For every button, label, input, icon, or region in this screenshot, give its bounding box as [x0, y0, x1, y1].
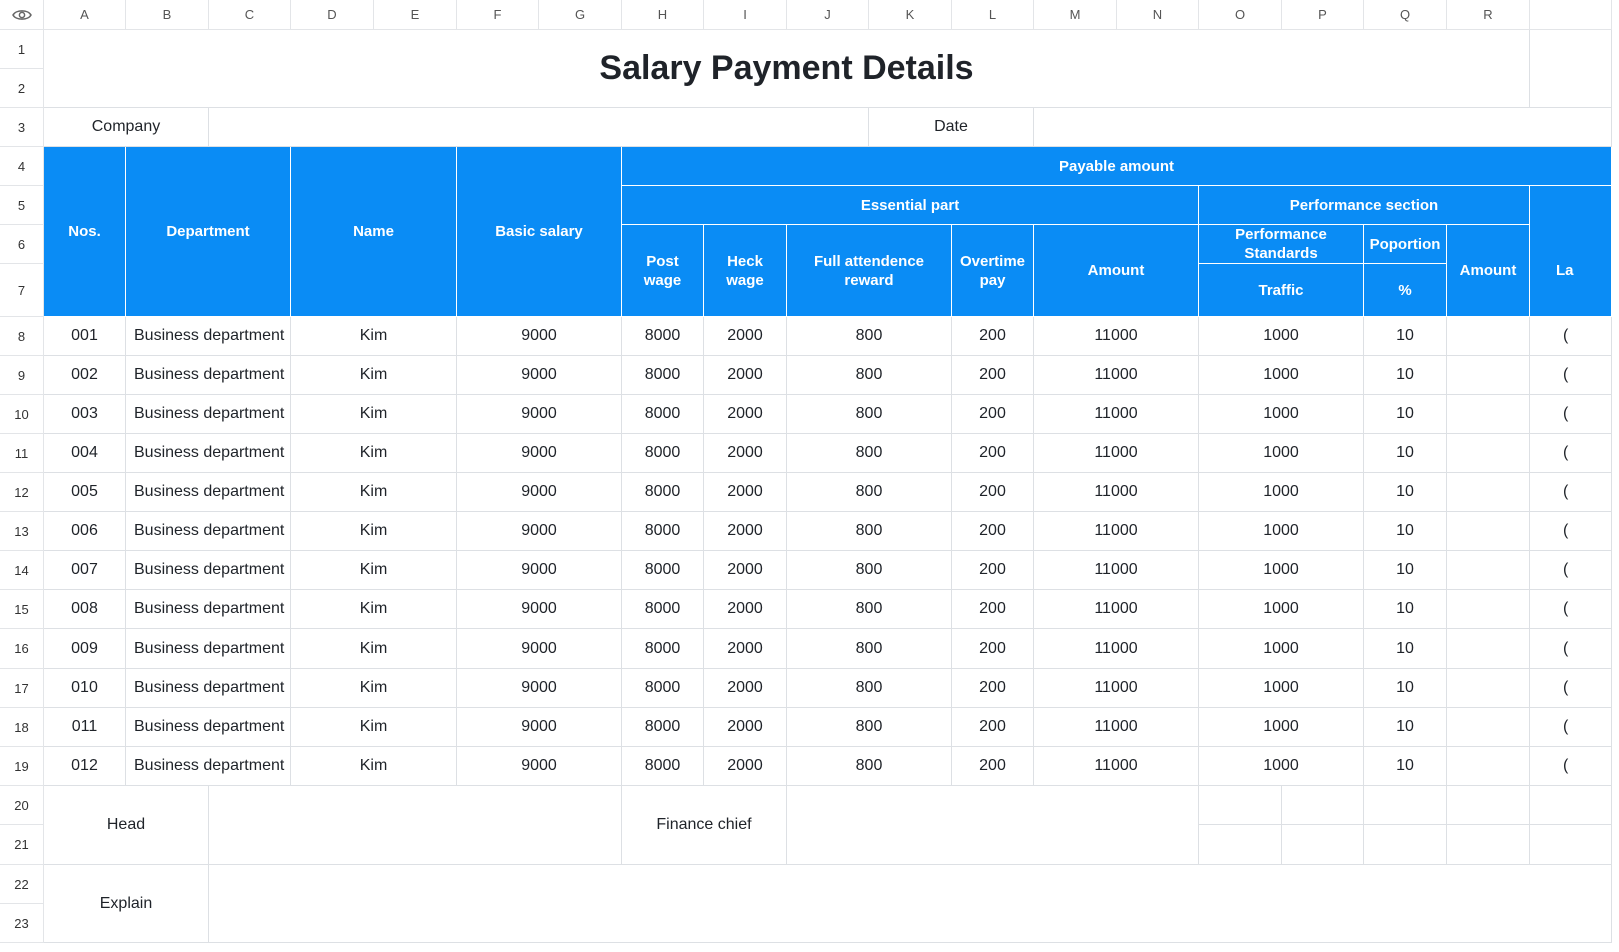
cell-heck-wage[interactable]: 2000	[704, 473, 787, 512]
sheet-title: Salary Payment Details	[44, 30, 1530, 108]
column-header[interactable]: C	[209, 0, 291, 30]
row-header[interactable]: 20	[0, 786, 44, 825]
cell-basic-salary[interactable]: 9000	[457, 669, 622, 708]
cell-name[interactable]: Kim	[291, 395, 457, 434]
cell-amount-performance[interactable]	[1447, 669, 1530, 708]
cell-cut-next[interactable]	[1530, 708, 1612, 747]
cell-heck-wage[interactable]: 2000	[704, 512, 787, 551]
empty-cell[interactable]	[1530, 786, 1612, 825]
cell-department[interactable]: Business department	[126, 512, 291, 551]
cell-amount[interactable]: 11000	[1034, 551, 1199, 590]
cell-overtime-pay[interactable]: 200	[952, 512, 1034, 551]
cell-amount-performance[interactable]	[1447, 356, 1530, 395]
cell-overtime-pay[interactable]: 200	[952, 590, 1034, 629]
header-nos: Nos.	[44, 147, 126, 317]
cell-traffic[interactable]: 1000	[1199, 590, 1364, 629]
cell-full-attendence-reward[interactable]: 800	[787, 590, 952, 629]
cell-post-wage[interactable]: 8000	[622, 356, 704, 395]
column-header[interactable]: D	[291, 0, 374, 30]
cell-nos[interactable]: 012	[44, 747, 126, 786]
row-header[interactable]: 12	[0, 473, 44, 512]
cell-post-wage[interactable]: 8000	[622, 395, 704, 434]
cell-traffic[interactable]: 1000	[1199, 747, 1364, 786]
cell-traffic[interactable]: 1000	[1199, 669, 1364, 708]
cell-percent[interactable]: 10	[1364, 395, 1447, 434]
row-header[interactable]: 22	[0, 865, 44, 904]
cell-amount-performance[interactable]	[1447, 590, 1530, 629]
company-value-cell[interactable]	[209, 108, 869, 147]
header-performance-section: Performance section	[1199, 186, 1530, 225]
cell-basic-salary[interactable]: 9000	[457, 629, 622, 669]
cell-name[interactable]: Kim	[291, 551, 457, 590]
cell-amount-performance[interactable]	[1447, 434, 1530, 473]
cell-percent[interactable]: 10	[1364, 434, 1447, 473]
row-header[interactable]: 23	[0, 904, 44, 943]
cell-percent[interactable]: 10	[1364, 590, 1447, 629]
cell-full-attendence-reward[interactable]: 800	[787, 473, 952, 512]
cell-heck-wage[interactable]: 2000	[704, 317, 787, 356]
cell-cut-next-glyph: (	[1563, 483, 1569, 500]
cell-overtime-pay[interactable]: 200	[952, 747, 1034, 786]
cell-full-attendence-reward[interactable]: 800	[787, 747, 952, 786]
cell-amount[interactable]: 11000	[1034, 473, 1199, 512]
cell-cut-next-glyph: (	[1563, 405, 1569, 422]
cell-amount-performance[interactable]	[1447, 747, 1530, 786]
cell-nos[interactable]: 010	[44, 669, 126, 708]
cell-overtime-pay[interactable]: 200	[952, 473, 1034, 512]
row-header[interactable]: 8	[0, 317, 44, 356]
cell-cut-next[interactable]	[1530, 434, 1612, 473]
row-header[interactable]: 9	[0, 356, 44, 395]
header-cut-next	[1530, 225, 1612, 317]
cell-post-wage[interactable]: 8000	[622, 590, 704, 629]
cell-full-attendence-reward[interactable]: 800	[787, 395, 952, 434]
cell-name[interactable]: Kim	[291, 590, 457, 629]
cell-department[interactable]: Business department	[126, 708, 291, 747]
cell-nos[interactable]: 006	[44, 512, 126, 551]
cell-overtime-pay[interactable]: 200	[952, 434, 1034, 473]
row-header[interactable]: 21	[0, 825, 44, 865]
column-header[interactable]: A	[44, 0, 126, 30]
column-header[interactable]: G	[539, 0, 622, 30]
cell-amount[interactable]: 11000	[1034, 590, 1199, 629]
cell-full-attendence-reward[interactable]: 800	[787, 434, 952, 473]
column-header-blank[interactable]	[1530, 0, 1612, 30]
cell-post-wage[interactable]: 8000	[622, 317, 704, 356]
cell-amount[interactable]: 11000	[1034, 708, 1199, 747]
cell-department[interactable]: Business department	[126, 317, 291, 356]
row-header[interactable]: 10	[0, 395, 44, 434]
empty-cell[interactable]	[1364, 786, 1447, 825]
row-header[interactable]: 19	[0, 747, 44, 786]
cell-amount-performance[interactable]	[1447, 395, 1530, 434]
cell-department[interactable]: Business department	[126, 590, 291, 629]
cell-amount[interactable]: 11000	[1034, 669, 1199, 708]
column-header[interactable]: Q	[1364, 0, 1447, 30]
cell-traffic[interactable]: 1000	[1199, 356, 1364, 395]
cell-cut-next[interactable]	[1530, 317, 1612, 356]
date-label: Date	[869, 108, 1034, 147]
cell-department[interactable]: Business department	[126, 473, 291, 512]
cell-cut-next-glyph: (	[1563, 757, 1569, 774]
column-header[interactable]: I	[704, 0, 787, 30]
cell-cut-next-glyph: (	[1563, 366, 1569, 383]
cell-name[interactable]: Kim	[291, 434, 457, 473]
cell-overtime-pay[interactable]: 200	[952, 395, 1034, 434]
cell-heck-wage[interactable]: 2000	[704, 434, 787, 473]
header-percent: %	[1364, 264, 1447, 317]
cell-amount-performance[interactable]	[1447, 473, 1530, 512]
cell-heck-wage[interactable]: 2000	[704, 747, 787, 786]
header-payable-amount: Payable amount	[622, 147, 1612, 186]
empty-cell[interactable]	[1364, 825, 1447, 865]
cell-heck-wage[interactable]: 2000	[704, 395, 787, 434]
header-overtime-pay: Overtime pay	[952, 225, 1034, 317]
row-header[interactable]: 6	[0, 225, 44, 264]
cell-full-attendence-reward[interactable]: 800	[787, 356, 952, 395]
cell-cut-next[interactable]	[1530, 747, 1612, 786]
cell-post-wage[interactable]: 8000	[622, 512, 704, 551]
select-all-corner[interactable]	[0, 0, 44, 30]
cell-amount[interactable]: 11000	[1034, 317, 1199, 356]
cell-cut-next-glyph: (	[1563, 561, 1569, 578]
column-header[interactable]: B	[126, 0, 209, 30]
cell-name[interactable]: Kim	[291, 747, 457, 786]
cell-nos[interactable]: 011	[44, 708, 126, 747]
cell-overtime-pay[interactable]: 200	[952, 669, 1034, 708]
column-header[interactable]: N	[1117, 0, 1199, 30]
cell-cut-next-glyph: (	[1563, 679, 1569, 696]
cell-amount[interactable]: 11000	[1034, 747, 1199, 786]
cell-basic-salary[interactable]: 9000	[457, 551, 622, 590]
cell-cut-next[interactable]	[1530, 512, 1612, 551]
cell-percent[interactable]: 10	[1364, 669, 1447, 708]
cell-traffic[interactable]: 1000	[1199, 551, 1364, 590]
row-header[interactable]: 18	[0, 708, 44, 747]
cell-basic-salary[interactable]: 9000	[457, 395, 622, 434]
cell-amount-performance[interactable]	[1447, 629, 1530, 669]
row-header[interactable]: 16	[0, 629, 44, 669]
cell-name[interactable]: Kim	[291, 629, 457, 669]
cell-basic-salary[interactable]: 9000	[457, 708, 622, 747]
company-label: Company	[44, 108, 209, 147]
cell-full-attendence-reward[interactable]: 800	[787, 708, 952, 747]
empty-cell[interactable]	[1282, 825, 1364, 865]
cell-cut-next[interactable]	[1530, 629, 1612, 669]
cell-department[interactable]: Business department	[126, 551, 291, 590]
column-header[interactable]: O	[1199, 0, 1282, 30]
cell-traffic[interactable]: 1000	[1199, 512, 1364, 551]
header-basic-salary: Basic salary	[457, 147, 622, 317]
cell-post-wage[interactable]: 8000	[622, 551, 704, 590]
cell-cut-next-glyph: (	[1563, 444, 1569, 461]
row-header[interactable]: 2	[0, 69, 44, 108]
empty-cell[interactable]	[1447, 825, 1530, 865]
row-header[interactable]: 14	[0, 551, 44, 590]
header-cut-next-label: La	[1556, 262, 1574, 279]
row-header[interactable]: 17	[0, 669, 44, 708]
cell-cut-next[interactable]	[1530, 473, 1612, 512]
cell-amount[interactable]: 11000	[1034, 356, 1199, 395]
cell-overtime-pay[interactable]: 200	[952, 708, 1034, 747]
explain-label: Explain	[44, 865, 209, 943]
cell-overtime-pay[interactable]: 200	[952, 356, 1034, 395]
cell-cut-next[interactable]	[1530, 551, 1612, 590]
cell-basic-salary[interactable]: 9000	[457, 512, 622, 551]
cell-nos[interactable]: 003	[44, 395, 126, 434]
cell-nos[interactable]: 007	[44, 551, 126, 590]
cell-full-attendence-reward[interactable]: 800	[787, 512, 952, 551]
cell-amount[interactable]: 11000	[1034, 434, 1199, 473]
cell-cut-next[interactable]	[1530, 395, 1612, 434]
row-header[interactable]: 1	[0, 30, 44, 69]
row-header[interactable]: 4	[0, 147, 44, 186]
row-header[interactable]: 5	[0, 186, 44, 225]
header-poportion: Poportion	[1364, 225, 1447, 264]
cell-name[interactable]: Kim	[291, 512, 457, 551]
cell-full-attendence-reward[interactable]: 800	[787, 669, 952, 708]
cell-amount[interactable]: 11000	[1034, 629, 1199, 669]
cell-amount-performance[interactable]	[1447, 512, 1530, 551]
cell-name[interactable]: Kim	[291, 317, 457, 356]
finance-chief-label: Finance chief	[622, 786, 787, 865]
cell-heck-wage[interactable]: 2000	[704, 669, 787, 708]
cell-heck-wage[interactable]: 2000	[704, 708, 787, 747]
cell-percent[interactable]: 10	[1364, 512, 1447, 551]
cell-traffic[interactable]: 1000	[1199, 317, 1364, 356]
cell-traffic[interactable]: 1000	[1199, 395, 1364, 434]
header-essential-part: Essential part	[622, 186, 1199, 225]
cell-post-wage[interactable]: 8000	[622, 629, 704, 669]
row-header[interactable]: 7	[0, 264, 44, 317]
column-header[interactable]: M	[1034, 0, 1117, 30]
cell-blank	[1530, 30, 1612, 108]
cell-percent[interactable]: 10	[1364, 708, 1447, 747]
cell-amount-performance[interactable]	[1447, 317, 1530, 356]
cell-department[interactable]: Business department	[126, 669, 291, 708]
eye-icon[interactable]	[12, 8, 32, 22]
cell-post-wage[interactable]: 8000	[622, 434, 704, 473]
cell-basic-salary[interactable]: 9000	[457, 317, 622, 356]
cell-percent[interactable]: 10	[1364, 551, 1447, 590]
cell-basic-salary[interactable]: 9000	[457, 747, 622, 786]
cell-post-wage[interactable]: 8000	[622, 747, 704, 786]
cell-department[interactable]: Business department	[126, 747, 291, 786]
cell-nos[interactable]: 005	[44, 473, 126, 512]
column-header[interactable]: E	[374, 0, 457, 30]
header-performance-standards: Performance Standards	[1199, 225, 1364, 264]
cell-amount-performance[interactable]	[1447, 551, 1530, 590]
cell-basic-salary[interactable]: 9000	[457, 473, 622, 512]
cell-nos[interactable]: 004	[44, 434, 126, 473]
cell-cut-next[interactable]	[1530, 356, 1612, 395]
empty-cell[interactable]	[1199, 825, 1282, 865]
row-header[interactable]: 11	[0, 434, 44, 473]
cell-cut-next[interactable]	[1530, 590, 1612, 629]
row-header[interactable]: 13	[0, 512, 44, 551]
head-label: Head	[44, 786, 209, 865]
cell-name[interactable]: Kim	[291, 356, 457, 395]
cell-amount[interactable]: 11000	[1034, 512, 1199, 551]
cell-amount[interactable]: 11000	[1034, 395, 1199, 434]
cell-percent[interactable]: 10	[1364, 747, 1447, 786]
column-header[interactable]: R	[1447, 0, 1530, 30]
cell-amount-performance[interactable]	[1447, 708, 1530, 747]
row-header[interactable]: 3	[0, 108, 44, 147]
cell-name[interactable]: Kim	[291, 708, 457, 747]
cell-department[interactable]: Business department	[126, 356, 291, 395]
cell-cut-next-glyph: (	[1563, 718, 1569, 735]
row-header[interactable]: 15	[0, 590, 44, 629]
cell-full-attendence-reward[interactable]: 800	[787, 629, 952, 669]
cell-post-wage[interactable]: 8000	[622, 473, 704, 512]
column-header[interactable]: P	[1282, 0, 1364, 30]
cell-full-attendence-reward[interactable]: 800	[787, 317, 952, 356]
cell-cut-next-glyph: (	[1563, 522, 1569, 539]
cell-nos[interactable]: 008	[44, 590, 126, 629]
cell-cut-next-glyph: (	[1563, 639, 1569, 657]
empty-cell[interactable]	[1199, 786, 1282, 825]
cell-overtime-pay[interactable]: 200	[952, 317, 1034, 356]
explain-value-cell[interactable]	[209, 865, 1612, 943]
cell-overtime-pay[interactable]: 200	[952, 551, 1034, 590]
cell-traffic[interactable]: 1000	[1199, 473, 1364, 512]
cell-percent[interactable]: 10	[1364, 473, 1447, 512]
head-signature-cell[interactable]	[209, 786, 622, 865]
cell-heck-wage[interactable]: 2000	[704, 356, 787, 395]
cell-heck-wage[interactable]: 2000	[704, 551, 787, 590]
finance-signature-cell[interactable]	[787, 786, 1199, 865]
column-header[interactable]: H	[622, 0, 704, 30]
empty-cell[interactable]	[1447, 786, 1530, 825]
cell-department[interactable]: Business department	[126, 395, 291, 434]
cell-nos[interactable]: 001	[44, 317, 126, 356]
cell-nos[interactable]: 009	[44, 629, 126, 669]
cell-name[interactable]: Kim	[291, 669, 457, 708]
cell-full-attendence-reward[interactable]: 800	[787, 551, 952, 590]
cell-overtime-pay[interactable]: 200	[952, 629, 1034, 669]
column-header[interactable]: F	[457, 0, 539, 30]
header-full-attendence-reward: Full attendence reward	[787, 225, 952, 317]
cell-percent[interactable]: 10	[1364, 317, 1447, 356]
cell-traffic[interactable]: 1000	[1199, 629, 1364, 669]
cell-heck-wage[interactable]: 2000	[704, 590, 787, 629]
cell-traffic[interactable]: 1000	[1199, 434, 1364, 473]
cell-cut-next-glyph: (	[1563, 327, 1569, 344]
cell-department[interactable]: Business department	[126, 434, 291, 473]
cell-heck-wage[interactable]: 2000	[704, 629, 787, 669]
header-amount-performance: Amount	[1447, 225, 1530, 317]
cell-name[interactable]: Kim	[291, 473, 457, 512]
header-heck-wage: Heck wage	[704, 225, 787, 317]
cell-percent[interactable]: 10	[1364, 629, 1447, 669]
cell-post-wage[interactable]: 8000	[622, 669, 704, 708]
cell-basic-salary[interactable]: 9000	[457, 590, 622, 629]
header-traffic: Traffic	[1199, 264, 1364, 317]
header-department: Department	[126, 147, 291, 317]
header-post-wage: Post wage	[622, 225, 704, 317]
empty-cell[interactable]	[1530, 825, 1612, 865]
cell-nos[interactable]: 002	[44, 356, 126, 395]
cell-cut-next[interactable]	[1530, 669, 1612, 708]
cell-post-wage[interactable]: 8000	[622, 708, 704, 747]
column-header[interactable]: L	[952, 0, 1034, 30]
cell-traffic[interactable]: 1000	[1199, 708, 1364, 747]
column-header[interactable]: K	[869, 0, 952, 30]
cell-department[interactable]: Business department	[126, 629, 291, 669]
date-value-cell[interactable]	[1034, 108, 1612, 147]
cell-basic-salary[interactable]: 9000	[457, 356, 622, 395]
cell-basic-salary[interactable]: 9000	[457, 434, 622, 473]
empty-cell[interactable]	[1282, 786, 1364, 825]
cell-percent[interactable]: 10	[1364, 356, 1447, 395]
header-amount: Amount	[1034, 225, 1199, 317]
cell-cut-next-glyph: (	[1563, 600, 1569, 617]
header-name: Name	[291, 147, 457, 317]
column-header[interactable]: J	[787, 0, 869, 30]
